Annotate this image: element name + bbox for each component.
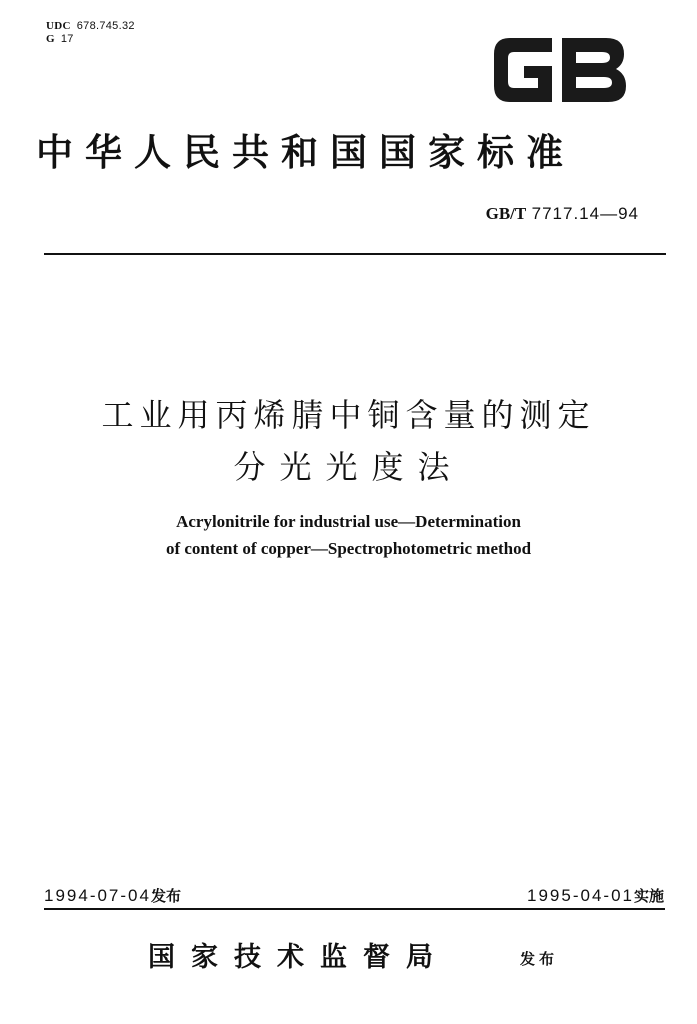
udc-value: 678.745.32 [76,20,135,32]
implement-date [527,884,664,908]
standard-code: 7717.14—94 [531,204,639,223]
footer-divider [44,908,665,910]
header-divider [44,253,666,255]
implement-date-label: 实施 [633,887,664,905]
national-standard-title: 中华人民共和国国家标准 [36,130,575,174]
g-value: 17 [60,33,74,45]
gb-standard-logo [490,30,630,110]
udc-label: UDC [46,20,71,32]
udc-code [46,20,135,32]
g-code [46,33,74,45]
issuing-authority: 国家技术监督局 [148,942,449,973]
standard-number [486,203,639,225]
document-title-cn-line1: 工业用丙烯腈中铜含量的测定 [101,396,596,434]
g-label: G [46,33,55,45]
document-title-cn-line2: 分光光度法 [233,448,464,486]
standard-prefix: GB/T [485,204,527,223]
publish-date-value: 1994-07-04 [44,886,151,905]
document-title-en-line2: of content of copper—Spectrophotometric method [165,539,532,558]
implement-date-value: 1995-04-01 [527,886,634,905]
document-title-en-line1: Acrylonitrile for industrial use—Determination [176,512,521,531]
publish-date-label: 发布 [150,887,181,905]
publish-date [44,884,181,908]
gb-logo-graphic [490,30,630,110]
issued-label: 发布 [520,950,559,968]
